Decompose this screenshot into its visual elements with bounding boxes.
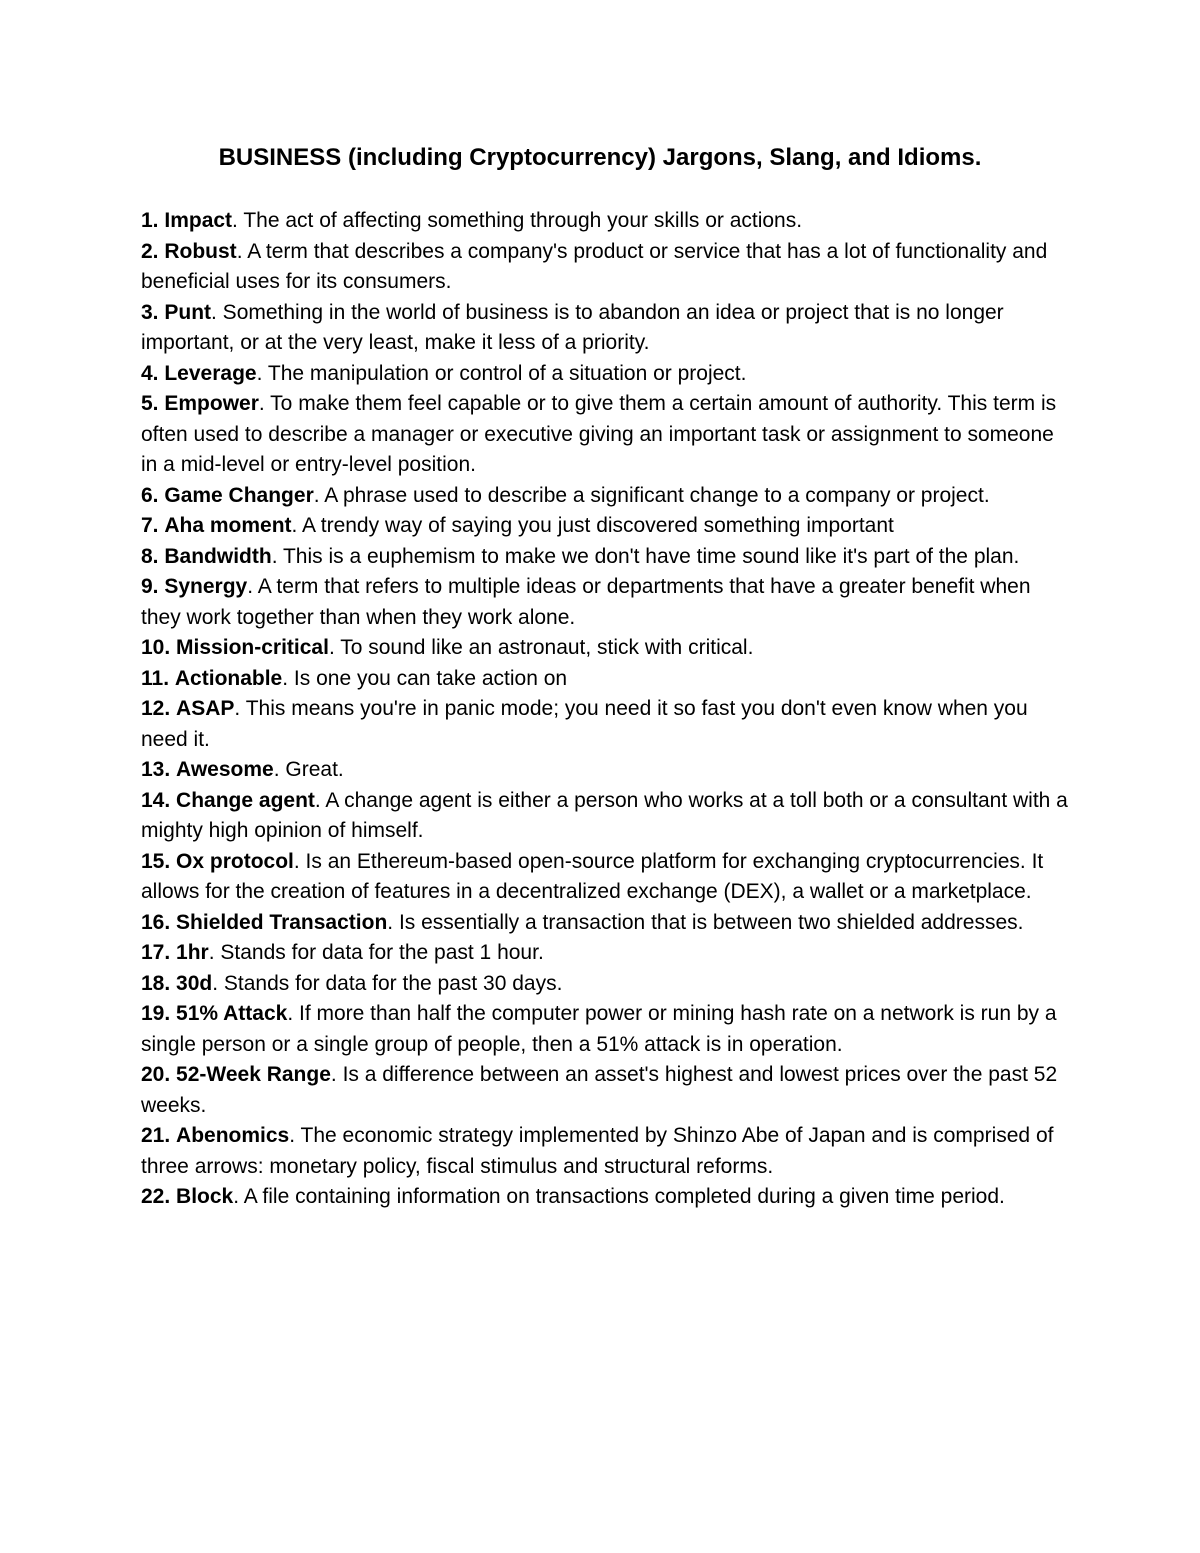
term-name: Robust [164, 239, 237, 263]
term-definition: . The manipulation or control of a situation or project. [256, 361, 747, 385]
term-item [141, 755, 1071, 786]
term-item [141, 542, 1071, 573]
term-number: 21. [141, 1124, 171, 1147]
term-number: 3. [141, 300, 159, 324]
term-name: Block [176, 1185, 234, 1208]
term-item [141, 633, 1071, 664]
term-definition: . A change agent is either a person who works at a toll both or a consultant with a mighty high opinion of himself. [141, 788, 1068, 842]
term-definition: . Is essentially a transaction that is between two shielded addresses. [387, 910, 1024, 934]
term-definition: . A term that describes a company's product or service that has a lot of functionality and beneficial uses for its consumers. [141, 239, 1048, 293]
term-name: Shielded Transaction [176, 910, 388, 934]
term-number: 18. [141, 971, 171, 995]
term-name: Ox protocol [176, 849, 294, 873]
term-definition: . A file containing information on transactions completed during a given time period. [233, 1185, 1005, 1208]
term-item [141, 1121, 1071, 1182]
term-name: Abenomics [176, 1124, 290, 1147]
term-number: 4. [141, 361, 159, 385]
term-definition: . Is an Ethereum-based open-source platform for exchanging cryptocurrencies. It allows for the creation of features in a decentralized exchange (DEX), a wallet or a marketplace. [141, 849, 1044, 903]
term-number: 20. [141, 1063, 171, 1086]
term-definition: . Stands for data for the past 30 days. [212, 971, 563, 995]
term-definition: . A trendy way of saying you just discovered something important [291, 514, 894, 537]
term-number: 7. [141, 514, 159, 537]
term-item [141, 298, 1071, 359]
term-list [141, 206, 1071, 1213]
term-item [141, 572, 1071, 633]
term-definition: . Great. [273, 758, 344, 781]
term-name: Leverage [164, 361, 257, 385]
term-name: Punt [164, 300, 212, 324]
document-title: BUSINESS (including Cryptocurrency) Jargons, Slang, and Idioms. [218, 144, 982, 171]
term-number: 15. [141, 849, 171, 873]
term-number: 19. [141, 1002, 171, 1025]
term-number: 14. [141, 788, 171, 812]
term-number: 9. [141, 575, 159, 598]
term-item [141, 389, 1071, 481]
term-name: Bandwidth [164, 544, 272, 568]
term-definition: . To sound like an astronaut, stick with critical. [328, 636, 754, 659]
term-name: 51% Attack [176, 1002, 288, 1025]
term-number: 8. [141, 544, 159, 568]
term-name: Game Changer [164, 483, 314, 507]
term-number: 16. [141, 910, 171, 934]
term-item [141, 694, 1071, 755]
term-name: Synergy [164, 575, 248, 598]
term-name: Impact [164, 209, 233, 232]
term-name: Actionable [174, 666, 283, 690]
term-item [141, 664, 1071, 695]
term-number: 13. [141, 758, 171, 781]
term-definition: . The economic strategy implemented by Shinzo Abe of Japan and is comprised of three arrows: monetary policy, fiscal stimulus and structural reforms. [141, 1124, 1054, 1178]
term-number: 2. [141, 239, 159, 263]
term-name: 1hr [176, 941, 209, 964]
term-item [141, 237, 1071, 298]
term-number: 5. [141, 392, 159, 415]
term-definition: . A phrase used to describe a significant change to a company or project. [313, 483, 990, 507]
term-name: 30d [176, 971, 213, 995]
term-name: 52-Week Range [176, 1063, 331, 1086]
term-name: Empower [164, 392, 259, 415]
term-definition: . If more than half the computer power or mining hash rate on a network is run by a single person or a single group of people, then a 51% attack is in operation. [141, 1002, 1057, 1056]
term-item [141, 206, 1071, 237]
term-definition: . A term that refers to multiple ideas or departments that have a greater benefit when they work together than when they work alone. [141, 575, 1031, 629]
term-item [141, 511, 1071, 542]
term-definition: . Something in the world of business is to abandon an idea or project that is no longer important, or at the very least, make it less of a priority. [141, 300, 1004, 354]
term-item [141, 481, 1071, 512]
term-item [141, 969, 1071, 1000]
term-name: Aha moment [164, 514, 292, 537]
term-definition: . This is a euphemism to make we don't have time sound like it's part of the plan. [271, 544, 1020, 568]
term-item [141, 847, 1071, 908]
term-number: 12. [141, 697, 171, 720]
term-definition: . The act of affecting something through your skills or actions. [232, 209, 803, 232]
term-number: 11. [141, 666, 170, 690]
term-name: Change agent [176, 788, 315, 812]
term-name: Awesome [176, 758, 274, 781]
term-item [141, 359, 1071, 390]
term-item [141, 999, 1071, 1060]
term-number: 6. [141, 483, 159, 507]
term-item [141, 1060, 1071, 1121]
term-name: ASAP [176, 697, 235, 720]
term-number: 22. [141, 1185, 171, 1208]
term-number: 1. [141, 209, 159, 232]
term-definition: . To make them feel capable or to give them a certain amount of authority. This term is often used to describe a manager or executive giving an important task or assignment to someone in a mid-level or entry-level position. [141, 392, 1057, 476]
term-definition: . Is a difference between an asset's highest and lowest prices over the past 52 weeks. [141, 1063, 1058, 1117]
term-name: Mission-critical [176, 636, 329, 659]
term-number: 10. [141, 636, 171, 659]
term-definition: . This means you're in panic mode; you need it so fast you don't even know when you need it. [141, 697, 1028, 751]
term-number: 17. [141, 941, 171, 964]
term-item [141, 908, 1071, 939]
term-item [141, 1182, 1071, 1213]
term-item [141, 938, 1071, 969]
term-item [141, 786, 1071, 847]
term-definition: . Stands for data for the past 1 hour. [208, 941, 544, 964]
term-definition: . Is one you can take action on [282, 666, 568, 690]
